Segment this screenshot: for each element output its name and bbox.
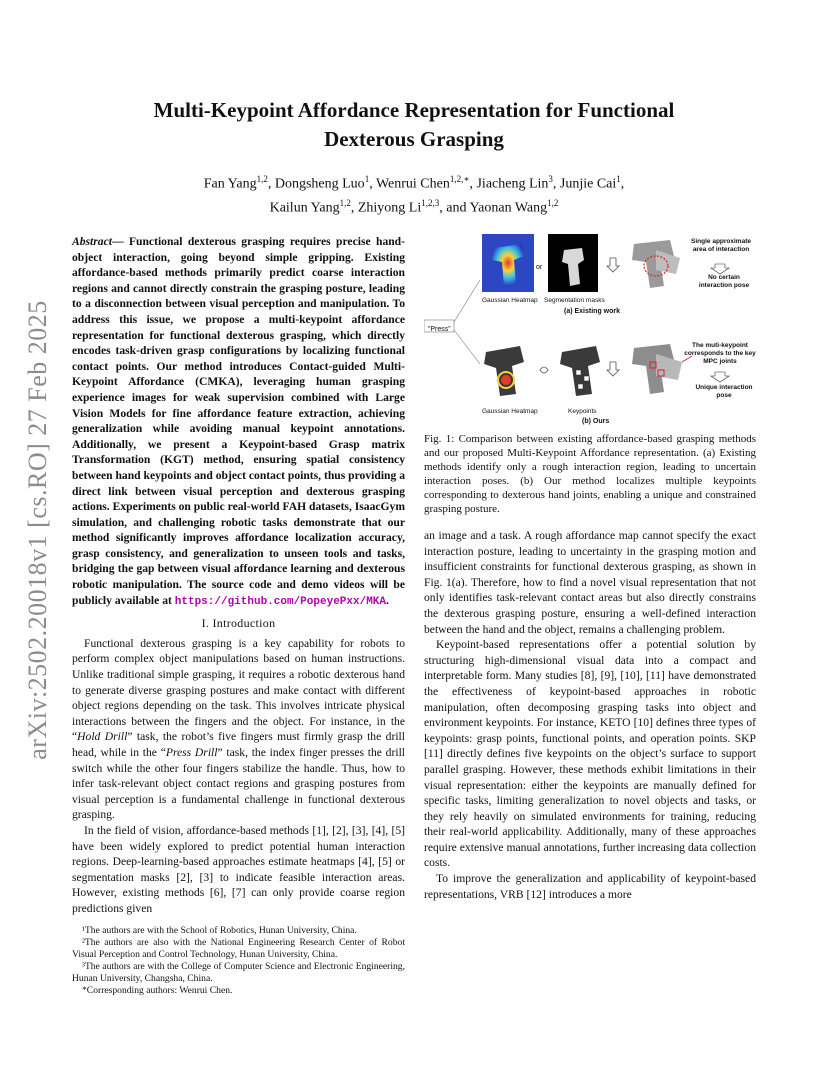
intro-paragraph-2: In the field of vision, affordance-based methods [1], [2], [3], [4], [5] have been widely explored to predict potential human interaction regions. Deep-learning-based approaches estimate heatmaps [4], [5] or segmentation masks [2], [3] to indicate feasible interaction areas. However, existing methods [6], [7] can only provide coarse region predictions given: [72, 823, 405, 915]
abstract-text: Functional dexterous grasping requires precise hand-object interaction, going beyond simple gripping. Existing affordance-based methods primarily predict coarse interaction regions and cannot directly constrain the grasping posture, leading to a disconnection between visual perception and manipulation. To address this issue, we propose a multi-keypoint affordance representation for functional dexterous grasping, which directly encodes task-driven grasp configurations by localizing functional contact points. Our method introduces Contact-guided Multi-Keypoint Affordance (CMKA), leveraging human grasping experience images for weak supervision combined with Large Vision Models for fine affordance feature extraction, achieving generalization while avoiding manual keypoint annotations. Additionally, we present a Keypoint-based Grasp matrix Transformation (KGT) method, ensuring spatial consistency between hand keypoints and object contact points, thus providing a direct link between visual perception and dexterous grasping actions. Experiments on public real-world FAH datasets, IsaacGym simulation, and challenging robotic tasks demonstrate that our method significantly improves affordance localization accuracy, grasp consistency, and generalization to unseen tools and tasks, bridging the gap between visual affordance learning and dexterous robotic manipulation. The source code and demo videos will be publicly available at: [72, 235, 405, 607]
paragraph-text: Functional dexterous grasping is a key capability for robots to perform complex object manipulations based on human instructions. Unlike traditional simple grasping, it requires a robotic dexterous hand to generate diverse grasping postures and make contact with different object regions depending on the task. This involves intricate physical interactions between the fingers and the object. For instance, in the “: [72, 636, 405, 744]
author-name: Dongsheng Luo: [274, 176, 365, 192]
author-name: Junjie Cai: [559, 176, 617, 192]
single-area-label: Single approximate area of interaction: [691, 238, 751, 253]
unique-pose-label: Unique interaction pose: [695, 384, 753, 399]
segmentation-masks-label: Segmentation masks: [544, 297, 605, 304]
keypoint-marker: [578, 384, 583, 389]
title-line-1: Multi-Keypoint Affordance Representation for Functional: [153, 98, 675, 122]
author-name: Fan Yang: [203, 176, 257, 192]
author-affil: 1,2,3: [421, 197, 440, 208]
abstract: Abstract— Functional dexterous grasping requires precise hand-object interaction, going beyond simple gripping. Existing affordance-based methods primarily predict coarse interaction regions and cannot directly constrain the grasping posture, leading to a disconnection between visual perception and manipulation. To address this issue, we propose a multi-keypoint affordance representation for functional dexterous grasping, which directly encodes task-driven grasp configurations by localizing functional contact points. Our method introduces Contact-guided Multi-Keypoint Affordance (CMKA), leveraging human grasping experience images for weak supervision combined with Large Vision Models for fine affordance feature extraction, achieving generalization while avoiding manual keypoint annotations. Additionally, we present a Keypoint-based Grasp matrix Transformation (KGT) method, ensuring spatial consistency between hand keypoints and object contact points, thus providing a direct link between visual perception and dexterous grasping actions. Experiments on public real-world FAH datasets, IsaacGym simulation, and challenging robotic tasks demonstrate that our method significantly improves affordance localization accuracy, grasp consistency, and generalization to unseen tools and tasks, bridging the gap between visual affordance learning and dexterous robotic manipulation. The source code and demo videos will be publicly available at https://github.com/PopeyePxx/MKA.: [72, 235, 405, 608]
author-affil: 1,2,∗: [449, 174, 470, 184]
paragraph-text: ” task, the robot’s five fingers must firmly grasp the drill head, while in the “: [72, 730, 405, 759]
intro-paragraph-1: [72, 636, 405, 823]
author-name: Jiacheng Lin: [476, 176, 549, 192]
footnote-3: ³The authors are with the College of Computer Science and Electronic Engineering, Hunan University, Changsha, China.: [72, 960, 405, 984]
task-name-hold-drill: Hold Drill: [77, 730, 128, 744]
footnote-2: ²The authors are also with the National Engineering Research Center of Robot Visual Perception and Control Technology, Hunan University, China.: [72, 936, 405, 960]
abstract-label: Abstract: [72, 235, 112, 248]
author-list: [100, 170, 728, 217]
right-arrow-icon: [607, 362, 619, 376]
ours-label: (b) Ours: [582, 418, 610, 425]
section-heading-introduction: I. Introduction: [201, 616, 276, 631]
arxiv-id-text: arXiv:2502.20018v1 [cs.RO] 27 Feb 2025: [23, 300, 52, 760]
gaussian-heatmap-label: Gaussian Heatmap: [482, 297, 538, 304]
right-column: [424, 234, 756, 902]
down-arrow-icon: [607, 258, 619, 272]
task-name-press-drill: Press Drill: [165, 746, 218, 759]
left-column: [72, 234, 405, 997]
down-arrow-icon: [711, 264, 729, 274]
keypoints-label: Keypoints: [568, 408, 597, 415]
author-line-1: Fan Yang$^{1,2}$, Dongsheng Luo$^1$, Wenrui Chen$^{1,2,∗}$, Jiacheng Lin$^3$, Junjie Cai$^1$,: [203, 174, 625, 192]
right-paragraph-3: To improve the generalization and applicability of keypoint-based representations, VRB [12] introduces a more: [424, 872, 756, 901]
figure-caption: Fig. 1: Comparison between existing affordance-based grasping methods and our proposed Multi-Keypoint Affordance representation. (a) Existing methods identify only a rough interaction region, leading to uncertain interaction poses. (b) Our method localizes multiple keypoints corresponding to dexterous hand joints, enabling a unique and constrained grasping posture.: [424, 433, 756, 515]
multi-keypoint-label: The muti-keypoint corresponds to the key MPC joints: [684, 342, 756, 365]
connector-line: [454, 280, 480, 322]
author-line-2: Kailun Yang$^{1,2}$, Zhiyong Li$^{1,2,3}$, and Yaonan Wang$^{1,2}$: [269, 197, 559, 216]
footnotes: [72, 925, 405, 997]
footnote-1: ¹The authors are with the School of Robotics, Hunan University, China.: [82, 924, 357, 936]
author-affil: 1: [364, 174, 370, 184]
keypoint-marker: [576, 370, 581, 375]
author-affil: 1,2: [547, 197, 559, 208]
author-affil: 1: [616, 174, 621, 184]
author-affil: 1,2: [256, 174, 268, 184]
press-label: “Press”: [428, 326, 451, 333]
keypoint-marker: [584, 376, 589, 381]
no-certain-pose-label: No certain interaction pose: [698, 274, 750, 289]
code-url-link[interactable]: https://github.com/PopeyePxx/MKA: [174, 595, 386, 608]
right-paragraph-1: an image and a task. A rough affordance map cannot specify the exact interaction posture, leading to uncertainty in the grasping motion and insufficient constraints for functional dexterous grasping, as shown in Fig. 1(a). Therefore, how to find a novel visual representation that not only identifies task-relevant contact areas but also directly constrains the dexterous grasping posture, ensuring a well-defined interaction between the hand and the object, remains a challenging problem.: [424, 529, 756, 636]
connector-line: [454, 330, 480, 364]
swap-arrow-icon: [540, 367, 548, 373]
footnote-4: *Corresponding authors: Wenrui Chen.: [82, 984, 233, 996]
figure-1: [424, 234, 756, 424]
heatmap-hotspot: [501, 375, 511, 385]
author-affil: 1,2: [339, 197, 351, 208]
author-affil: 3: [548, 174, 553, 184]
existing-work-label: (a) Existing work: [564, 308, 621, 315]
title-line-2: Dexterous Grasping: [324, 127, 504, 151]
or-label: or: [536, 264, 543, 271]
down-arrow-icon: [711, 372, 729, 382]
paragraph-text: ” task, the index finger presses the drill switch while the other four fingers stabilize the handle. Thus, how to infer task-relevant object contact regions and grasping postures from visual perception is a fundamental challenge in functional dexterous grasping.: [72, 746, 406, 822]
author-name: Zhiyong Li: [357, 200, 422, 216]
paper-title: [100, 96, 728, 154]
author-name: Kailun Yang: [269, 200, 340, 216]
author-name: Wenrui Chen: [375, 176, 450, 192]
right-paragraph-2: Keypoint-based representations offer a potential solution by structuring high-dimensional visual data into a compact and interpretable form. Many studies [8], [9], [10], [11] have demonstrated the effectiveness of keypoint-based approaches in robotic manipulation, often decomposing grasping tasks into object and environment keypoints. For instance, KETO [10] defines three types of keypoints: grasp points, functional points, and operation points. SKP [11] directly defines five keypoints on the object’s surface to support parallel grasping. However, these methods exhibit limitations in their visual representation: either the keypoints are manually defined for specific tasks, limiting generalization to novel objects and tasks, or they rely heavily on simulated environments for training, reducing their real-world applicability. Additionally, many of these approaches require extensive manual annotations, further increasing data collection costs.: [424, 638, 756, 870]
arxiv-identifier: [8, 300, 68, 760]
author-name: Yaonan Wang: [469, 200, 548, 216]
gaussian-heatmap-b-label: Gaussian Heatmap: [482, 408, 538, 415]
